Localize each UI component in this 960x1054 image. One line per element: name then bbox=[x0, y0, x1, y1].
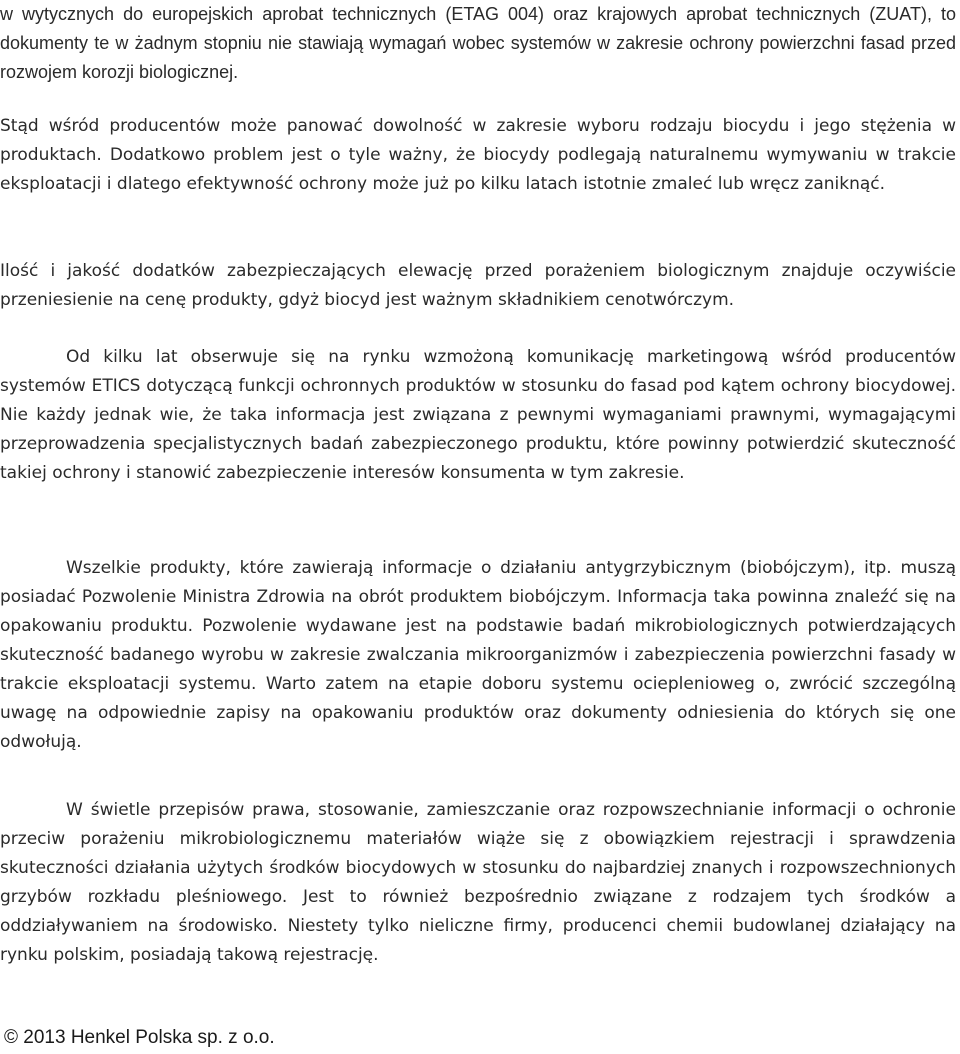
paragraph-additives-cost: Ilość i jakość dodatków zabezpieczających elewację przed porażeniem biologicznym znajduje oczywiście przeniesienie na cenę produkty, gdyż biocyd jest ważnym składnikiem cenotwórczym. bbox=[0, 261, 956, 310]
paragraph-marketing: Od kilku lat obserwuje się na rynku wzmożoną komunikację marketingową wśród producentów systemów ETICS dotyczącą funkcji ochronnych produktów w stosunku do fasad pod kątem ochrony biocydowej. Nie każdy jednak wie, że taka informacja jest związana z pewnymi wymaganiami prawnymi, wymagającymi przeprowadzenia specjalistycznych badań zabezpieczonego produktu, które powinny potwierdzić skuteczność takiej ochrony i stanowić zabezpieczenie interesów konsumenta w tym zakresie. bbox=[0, 347, 956, 483]
paragraph-etag: w wytycznych do europejskich aprobat technicznych (ETAG 004) oraz krajowych aprobat technicznych (ZUAT), to dokumenty te w żadnym stopniu nie stawiają wymagań wobec systemów w zakresie ochrony powierzchni fasad przed rozwojem korozji biologicznej. bbox=[0, 4, 956, 82]
copyright-footer: © 2013 Henkel Polska sp. z o.o. bbox=[4, 1027, 275, 1048]
paragraph-permit: Wszelkie produkty, które zawierają informacje o działaniu antygrzybicznym (biobójczym), itp. muszą posiadać Pozwolenie Ministra Zdrowia na obrót produktem biobójczym. Informacja taka powinna znaleźć się na opakowaniu produktu. Pozwolenie wydawane jest na podstawie badań mikrobiologicznych potwierdzających skuteczność badanego wyrobu w zakresie zwalczania mikroorganizmów i zabezpieczenia powierzchni fasady w trakcie eksploatacji systemu. Warto zatem na etapie doboru systemu ocieplenioweg o, zwrócić szczególną uwagę na odpowiednie zapisy na opakowaniu produktów oraz dokumenty odniesienia do których się one odwołują. bbox=[0, 558, 956, 752]
paragraph-law: W świetle przepisów prawa, stosowanie, zamieszczanie oraz rozpowszechnianie informacji o ochronie przeciw porażeniu mikrobiologicznemu materiałów wiąże się z obowiązkiem rejestracji i sprawdzenia skuteczności działania użytych środków biocydowych w stosunku do najbardziej znanych i rozpowszechnionych grzybów rozkładu pleśniowego. Jest to również bezpośrednio związane z rodzajem tych środków a oddziaływaniem na środowisko. Niestety tylko nieliczne firmy, producenci chemii budowlanej działający na rynku polskim, posiadają takową rejestrację. bbox=[0, 800, 956, 965]
paragraph-biocide-freedom: Stąd wśród producentów może panować dowolność w zakresie wyboru rodzaju biocydu i jego stężenia w produktach. Dodatkowo problem jest o tyle ważny, że biocydy podlegają naturalnemu wymywaniu w trakcie eksploatacji i dlatego efektywność ochrony może już po kilku latach istotnie zmaleć lub wręcz zaniknąć. bbox=[0, 116, 956, 194]
